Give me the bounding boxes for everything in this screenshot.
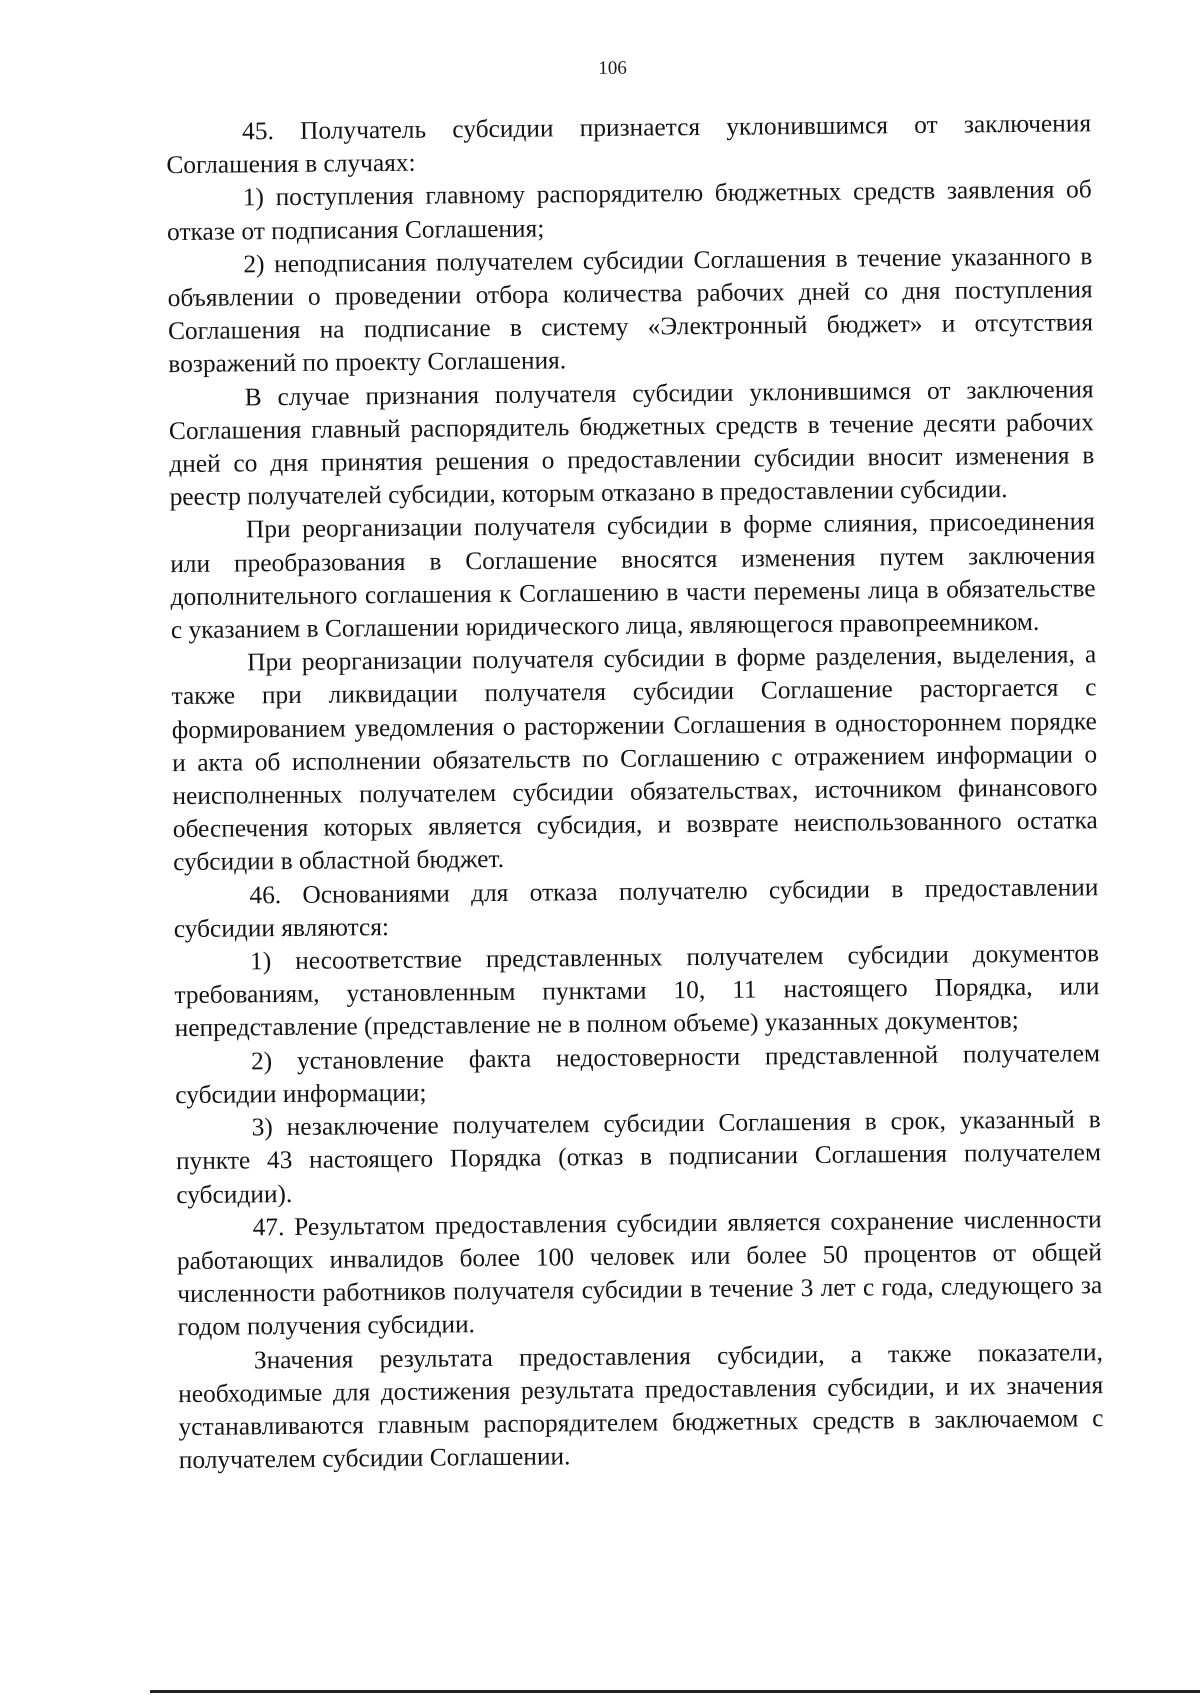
paragraph-46-item-1: 1) несоответствие представленных получателем субсидии документов требованиям, установленным пунктами 10, 11 настоящего Порядка, или непредставление (представление не в полном объеме) указанных документов; xyxy=(174,939,1100,1043)
paragraph-45-intro: 45. Получатель субсидии признается уклонившимся от заключения Соглашения в случаях: xyxy=(166,109,1092,180)
document-body xyxy=(166,107,1104,1477)
paragraph-reorganization-division: При реорганизации получателя субсидии в форме разделения, выделения, а также при ликвидации получателя субсидии Соглашение расторгается с формированием уведомления о расторжении Соглашения в одностороннем порядке и акта об исполнении обязательств по Соглашению с отражением информации о неисполненных получателем субсидии обязательствах, источником финансового обеспечения которых является субсидия, и возврате неиспользованного остатка субсидии в областной бюджет. xyxy=(171,640,1098,877)
paragraph-evasion-consequence: В случае признания получателя субсидии уклонившимся от заключения Соглашения главный распорядитель бюджетных средств в течение десяти рабочих дней со дня принятия решения о предоставлении субсидии вносит изменения в реестр получателей субсидии, которым отказано в предоставлении субсидии. xyxy=(168,374,1095,512)
paragraph-46-item-3: 3) незаключение получателем субсидии Соглашения в срок, указанный в пункте 43 настоящего Порядка (отказ в подписании Соглашения получателем субсидии). xyxy=(175,1105,1102,1209)
scan-edge-line xyxy=(150,1690,1200,1693)
paragraph-46-intro: 46. Основаниями для отказа получателю субсидии в предоставлении субсидии являются: xyxy=(173,872,1099,943)
paragraph-45-item-2: 2) неподписания получателем субсидии Соглашения в течение указанного в объявлении о проведении отбора количества рабочих дней со дня поступления Соглашения на подписание в систему «Электронный бюджет» и отсутствия возражений по проекту Соглашения. xyxy=(167,242,1094,379)
paragraph-46-item-2: 2) установление факта недостоверности представленной получателем субсидии информации; xyxy=(175,1038,1101,1109)
paragraph-47-values: Значения результата предоставления субсидии, а также показатели, необходимые для достижения результата предоставления субсидии, и их значения устанавливаются главным распорядителем бюджетных средств в заключаемом с получателем субсидии Соглашении. xyxy=(178,1337,1104,1475)
paragraph-reorganization-merger: При реорганизации получателя субсидии в форме слияния, присоединения или преобразования в Соглашение вносятся изменения путем заключения дополнительного соглашения к Соглашению в части перемены лица в обязательстве с указанием в Соглашении юридического лица, являющегося правопреемником. xyxy=(170,507,1096,645)
page-number: 106 xyxy=(598,57,627,79)
paragraph-45-item-1: 1) поступления главному распорядителю бюджетных средств заявления об отказе от подписания Соглашения; xyxy=(166,175,1092,246)
paragraph-47-result: 47. Результатом предоставления субсидии является сохранение численности работающих инвалидов более 100 человек или более 50 процентов от общей численности работников получателя субсидии в течение 3 лет с года, следующего за годом получения субсидии. xyxy=(176,1204,1103,1342)
